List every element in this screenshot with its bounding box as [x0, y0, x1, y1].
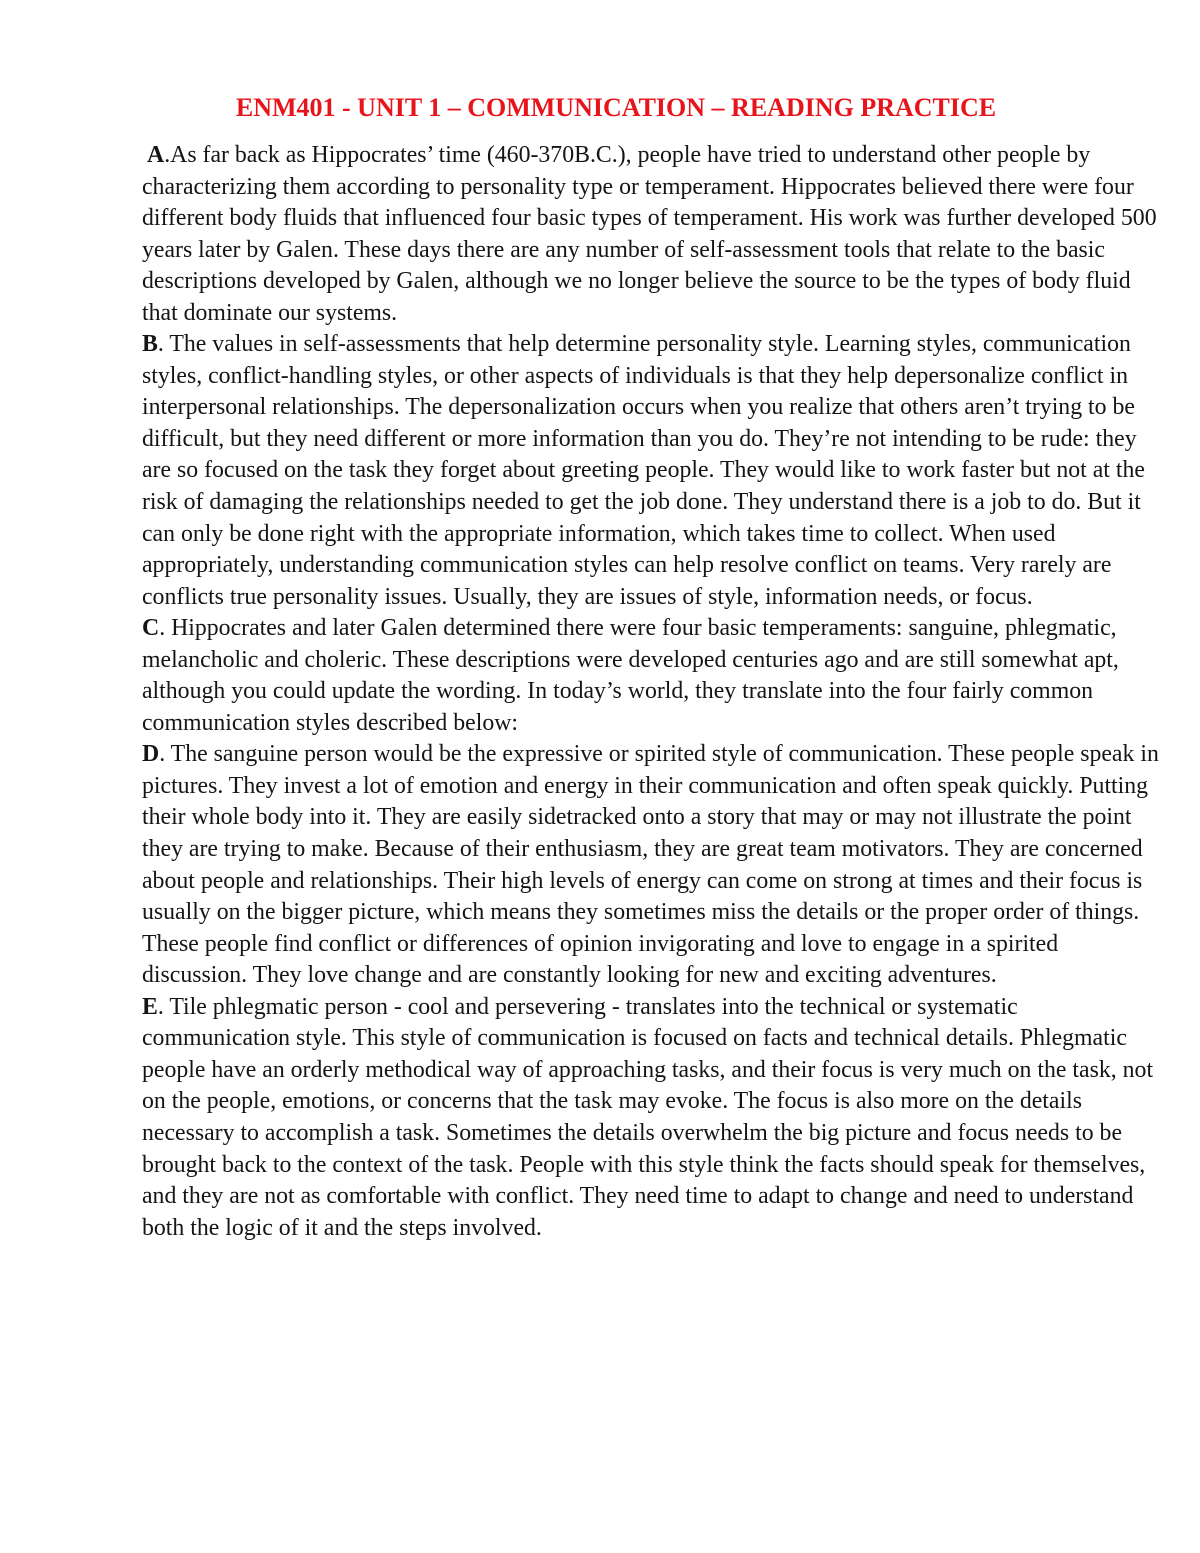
- paragraph-text-b: . The values in self-assessments that help determine personality style. Learning styles, communication styles, conflict-handling styles, or other aspects of individuals is that they help depersonalize conflict in interpersonal relationships. The depersonalization occurs when you realize that others aren’t trying to be difficult, but they need different or more information than you do. They’re not intending to be rude: they are so focused on the task they forget about greeting people. They would like to work faster but not at the risk of damaging the relationships needed to get the job done. They understand there is a job to do. But it can only be done right with the appropriate information, which takes time to collect. When used appropriately, understanding communication styles can help resolve conflict on teams. Very rarely are conflicts true personality issues. Usually, they are issues of style, information needs, or focus.: [142, 331, 1145, 610]
- paragraph-text-a: .As far back as Hippocrates’ time (460-370B.C.), people have tried to understand other people by characterizing them according to personality type or temperament. Hippocrates believed there were four different body fluids that influenced four basic types of temperament. His work was further developed 500 years later by Galen. These days there are any number of self-assessment tools that relate to the basic descriptions developed by Galen, although we no longer believe the source to be the types of body fluid that dominate our systems.: [142, 142, 1157, 326]
- paragraph-letter-d: D: [142, 741, 160, 768]
- paragraph-text-d: . The sanguine person would be the expressive or spirited style of communication. These people speak in pictures. They invest a lot of emotion and energy in their communication and often speak quickly. Putting their whole body into it. They are easily sidetracked onto a story that may or may not illustrate the point they are trying to make. Because of their enthusiasm, they are great team motivators. They are concerned about people and relationships. Their high levels of energy can come on strong at times and their focus is usually on the bigger picture, which means they sometimes miss the details or the proper order of things. These people find conflict or differences of opinion invigorating and love to engage in a spirited discussion. They love change and are constantly looking for new and exciting adventures.: [142, 741, 1159, 989]
- paragraph-letter-a: A: [147, 142, 165, 168]
- paragraph-d: [142, 739, 1162, 991]
- paragraph-letter-b: B: [142, 331, 158, 358]
- paragraph-text-e: . Tile phlegmatic person - cool and persevering - translates into the technical or systematic communication style. This style of communication is focused on facts and technical details. Phlegmatic people have an orderly methodical way of approaching tasks, and their focus is very much on the task, not on the people, emotions, or concerns that the task may evoke. The focus is also more on the details necessary to accomplish a task. Sometimes the details overwhelm the big picture and focus needs to be brought back to the context of the task. People with this style think the facts should speak for themselves, and they are not as comfortable with conflict. They need time to adapt to change and need to understand both the logic of it and the steps involved.: [142, 993, 1154, 1241]
- document-title: ENM401 - UNIT 1 – COMMUNICATION – READING PRACTICE: [235, 93, 997, 122]
- paragraph-c: [142, 613, 1162, 739]
- paragraph-b: [142, 329, 1162, 613]
- paragraph-e: [142, 992, 1162, 1244]
- paragraph-letter-c: C: [142, 615, 160, 642]
- paragraph-a: [142, 140, 1162, 329]
- paragraph-text-c: . Hippocrates and later Galen determined there were four basic temperaments: sanguine, phlegmatic, melancholic and choleric. These descriptions were developed centuries ago and are still somewhat apt, although you could update the wording. In today’s world, they translate into the four fairly common communication styles described below:: [142, 615, 1119, 736]
- reading-passage: [142, 140, 1162, 1244]
- paragraph-letter-e: E: [142, 993, 158, 1020]
